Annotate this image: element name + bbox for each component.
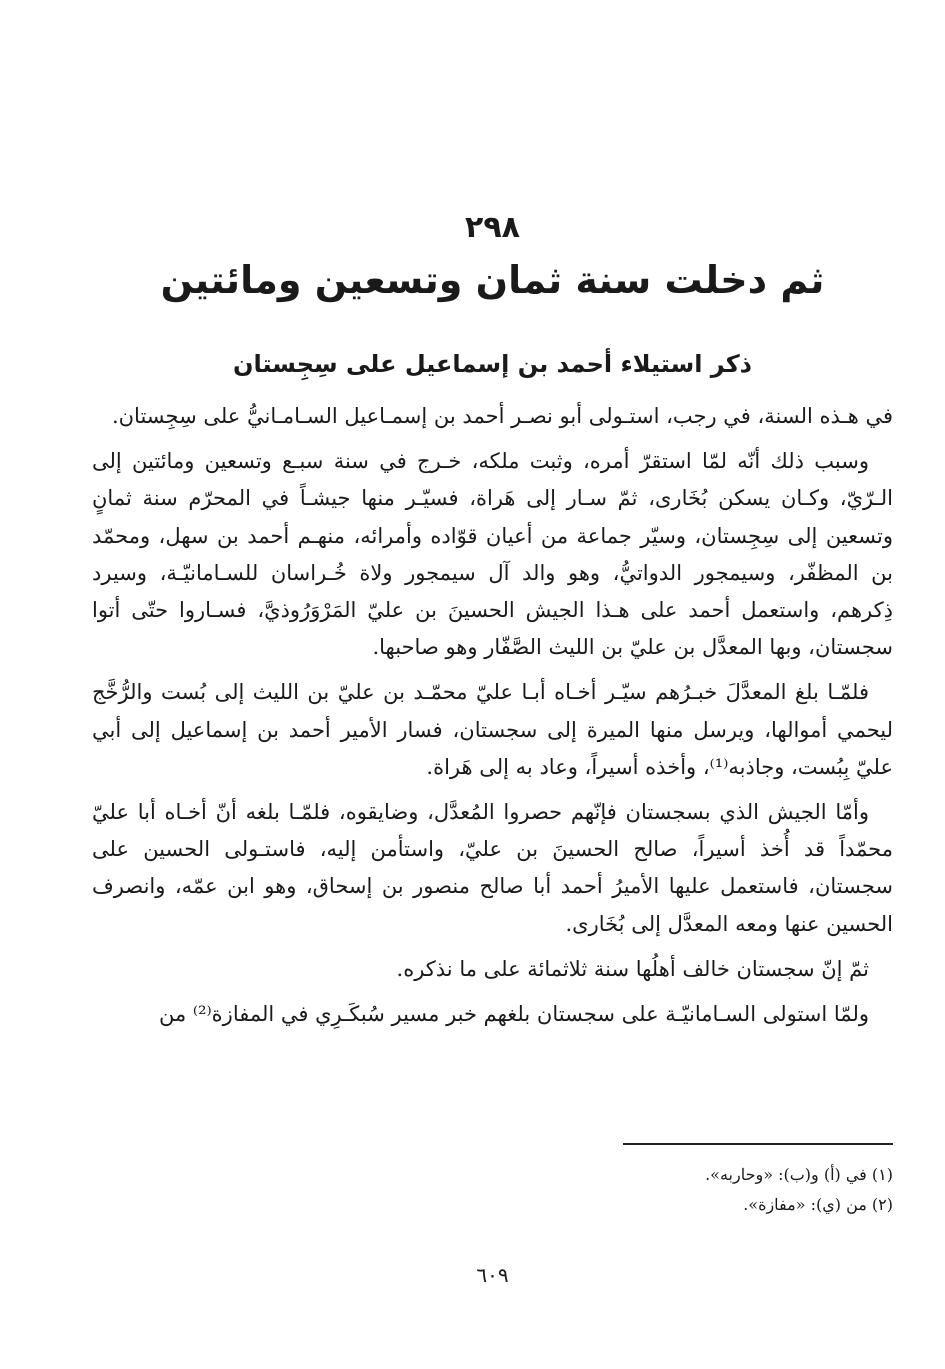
chapter-title: ثم دخلت سنة ثمان وتسعين ومائتين (160, 258, 825, 302)
page-number: ٦٠٩ (476, 1263, 509, 1287)
paragraph: وأمّا الجيش الذي بسجستان فإنّهم حصروا المُعدَّل، وضايقوه، فلمّـا بلغه أنّ أخـاه أبا عليّ محمّداً قد أُخذ أسيراً، صالح الحسينَ بن عليّ، واستأمن إليه، فاستـولى الحسين على سجستان، فاستعمل عليها الأميرُ أحمد أبا صالح منصور بن إسحاق، وهو ابن عمّه، وانصرف الحسين عنها ومعه المعدَّل إلى بُخَارى. (92, 800, 893, 936)
body-text (92, 398, 893, 1041)
section-title: ذكر استيلاء أحمد بن إسماعيل على سِجِستان (233, 350, 752, 378)
paragraph: فلمّـا بلغ المعدَّلَ خبـرُهم سيّـر أخـاه أبـا عليّ محمّـد بن عليّ بن الليث إلى بُست والرُّخَّج ليحمي أموالها، ويرسل منها الميرة إلى سجستان، فسار الأمير أحمد بن إسماعيل إلى أبي عليّ بِبُست، وجاذبه⁽¹⁾، وأخذه أسيراً، وعاد به إلى هَراة. (92, 680, 893, 779)
footnote: (٢) من (ي): «مفازة». (743, 1195, 893, 1214)
year-number: ٢٩٨ (465, 210, 520, 245)
paragraph: في هـذه السنة، في رجب، استـولى أبو نصـر أحمد بن إسمـاعيل السـامـانيُّ على سِجِستان. (111, 404, 893, 428)
book-page (92, 0, 893, 1369)
footnotes (92, 1160, 893, 1220)
paragraph: ثمّ إنّ سجستان خالف أهلُها سنة ثلاثمائة على ما نذكره. (396, 956, 869, 981)
paragraph: ولمّا استولى السـامانيّـة على سجستان بلغهم خبر مسير سُبكَـرِي في المفازة⁽²⁾ من (159, 1002, 869, 1027)
footnote-divider (623, 1143, 893, 1145)
paragraph: وسبب ذلك أنّه لمّا استقرّ أمره، وثبت ملكه، خـرج في سنة سبـع وتسعين ومائتين إلى الـرّيّ، وكـان يسكن بُخَارى، ثمّ سـار إلى هَراة، فسيّـر منها جيشـاً في المحرّم سنة ثمانٍ وتسعين إلى سِجِستان، وسيّر جماعة من أعيان قوّاده وأمرائه، منهـم أحمد بن سهل، ومحمّد بن المظفّر، وسيمجور الدواتيُّ، وهو والد آل سيمجور ولاة خُـراسان للسـامانيّـة، وسيرد ذِكرهم، واستعمل أحمد على هـذا الجيش الحسينَ بن عليّ المَرْوَرُوذيَّ، فسـاروا حتّى أتوا سجستان، وبها المعدَّل بن عليّ بن الليث الصَّفّار وهو صاحبها. (92, 449, 893, 660)
footnote: (١) في (أ) و(ب): «وحاربه». (705, 1165, 893, 1184)
